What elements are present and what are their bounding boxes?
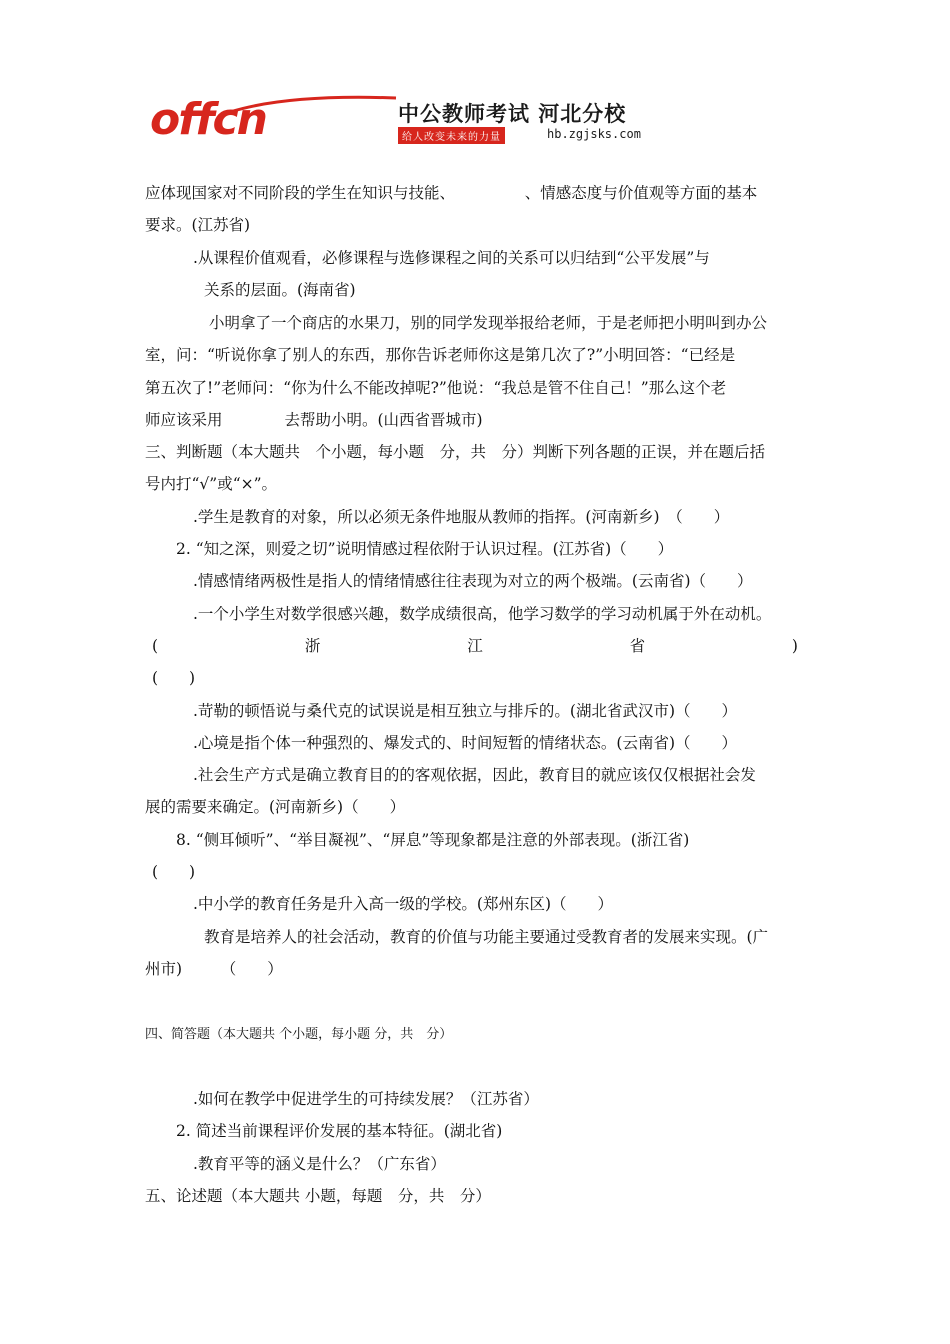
text-line: .从课程价值观看，必修课程与选修课程之间的关系可以归结到“公平发展”与 — [193, 249, 710, 267]
brand-slogan: 给人改变未来的力量 — [398, 127, 505, 144]
text-line: 室，问：“听说你拿了别人的东西，那你告诉老师你这是第几次了?”小明回答：“已经是 — [145, 346, 736, 364]
question-item: .苛勒的顿悟说与桑代克的试误说是相互独立与排斥的。(湖北省武汉市)（ ） — [193, 702, 738, 720]
question-item: .社会生产方式是确立教育目的的客观依据，因此，教育目的就应该仅仅根据社会发 — [193, 766, 756, 784]
question-item: 2. 简述当前课程评价发展的基本特征。(湖北省) — [176, 1122, 503, 1140]
question-item: .学生是教育的对象，所以必须无条件地服从教师的指挥。(河南新乡) （ ） — [193, 508, 730, 526]
text-fragment: 江 — [467, 637, 483, 655]
offcn-logo — [150, 92, 641, 152]
text-line: 师应该采用 去帮助小明。(山西省晋城市) — [145, 411, 483, 429]
text-line: 应体现国家对不同阶段的学生在知识与技能、 、情感态度与价值观等方面的基本 — [145, 184, 758, 202]
question-item: .心境是指个体一种强烈的、爆发式的、时间短暂的情绪状态。(云南省)（ ） — [193, 734, 738, 752]
logo-wordmark: offcn — [150, 94, 266, 145]
text-line: 要求。(江苏省) — [145, 216, 251, 234]
text-fragment: 省 — [629, 637, 646, 655]
answer-bracket: ( ) — [152, 669, 196, 687]
question-item: .情感情绪两极性是指人的情绪情感往往表现为对立的两个极端。(云南省)（ ） — [193, 572, 753, 590]
logo-swoosh-icon — [228, 92, 398, 114]
text-line: 州市) （ ） — [145, 960, 283, 978]
text-line: 展的需要来确定。(河南新乡)（ ） — [145, 798, 406, 816]
text-line: 第五次了!”老师问：“你为什么不能改掉呢?”他说：“我总是管不住自己！”那么这个老 — [145, 379, 727, 397]
brand-url: hb.zgjsks.com — [547, 127, 641, 141]
question-item: .如何在教学中促进学生的可持续发展？（江苏省） — [193, 1090, 539, 1108]
brand-name: 中公教师考试 河北分校 — [398, 102, 627, 126]
text-line: 关系的层面。(海南省) — [204, 281, 356, 299]
question-item: .教育平等的涵义是什么？（广东省） — [193, 1155, 446, 1173]
question-item: .一个小学生对数学很感兴趣，数学成绩很高，他学习数学的学习动机属于外在动机。 — [193, 605, 772, 623]
question-item: 2. “知之深，则爱之切”说明情感过程依附于认识过程。(江苏省)（ ） — [176, 540, 674, 558]
section-heading-short-answer: 四、简答题（本大题共 个小题，每小题 分，共 分） — [145, 1027, 453, 1042]
question-item: 8. “侧耳倾听”、“举目凝视”、“屏息”等现象都是注意的外部表现。(浙江省) — [176, 831, 690, 849]
justified-line — [152, 636, 798, 656]
section-heading-essay: 五、论述题（本大题共 小题，每题 分，共 分） — [145, 1187, 491, 1205]
question-item: 教育是培养人的社会活动，教育的价值与功能主要通过受教育者的发展来实现。(广 — [204, 928, 769, 946]
text-fragment: 浙 — [304, 637, 321, 655]
section-heading-judgement: 三、判断题（本大题共 个小题，每小题 分，共 分）判断下列各题的正误，并在题后括 — [145, 443, 766, 461]
text-fragment: ) — [791, 637, 798, 655]
answer-bracket: ( ) — [152, 863, 196, 881]
text-fragment: ( — [152, 637, 159, 655]
text-line: 小明拿了一个商店的水果刀，别的同学发现举报给老师，于是老师把小明叫到办公 — [209, 314, 768, 332]
text-line: 号内打“√”或“×”。 — [145, 475, 278, 493]
question-item: .中小学的教育任务是升入高一级的学校。(郑州东区)（ ） — [193, 895, 614, 913]
